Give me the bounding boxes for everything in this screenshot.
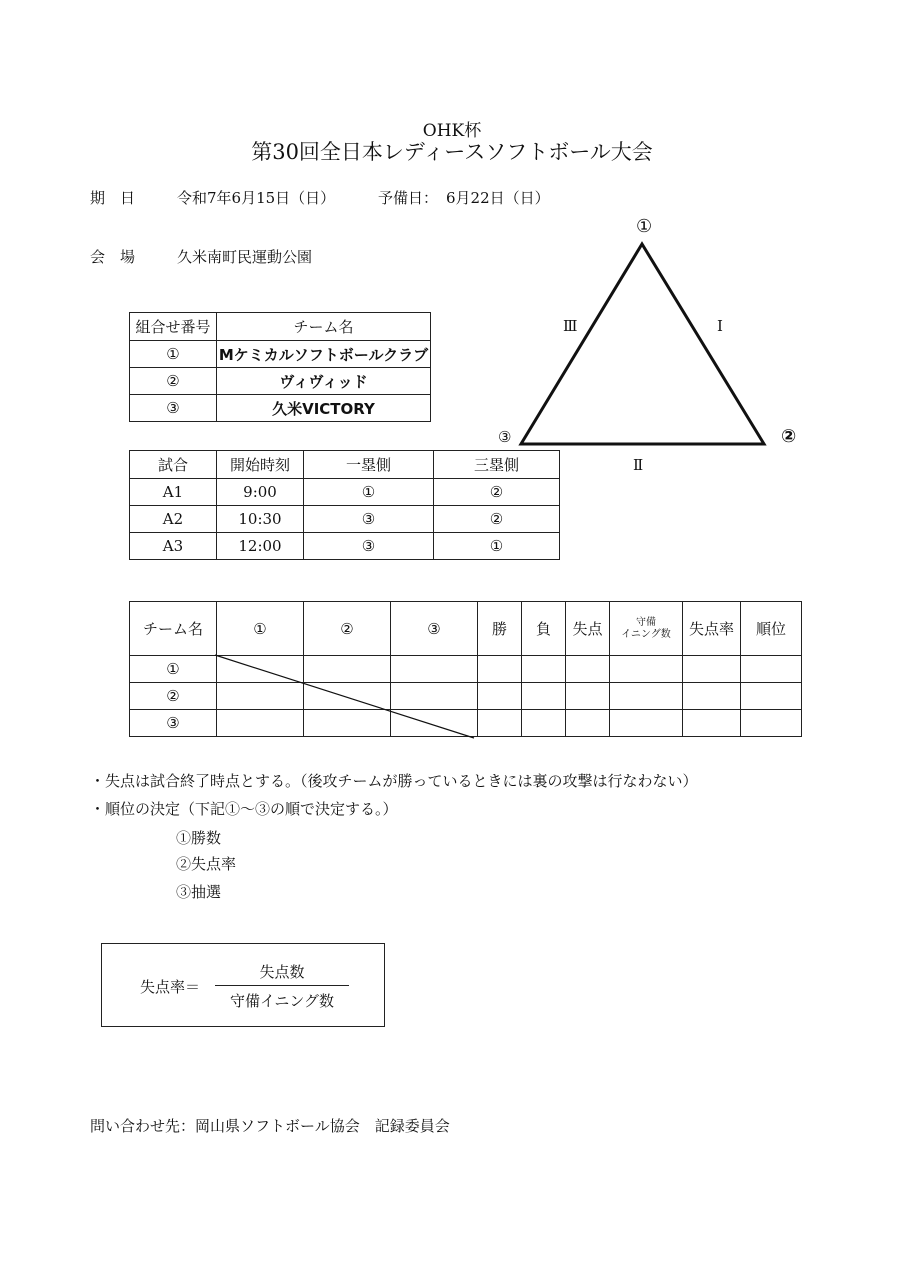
standings-team: ① bbox=[130, 656, 217, 683]
date-value: 令和7年6月15日（日） bbox=[177, 189, 336, 207]
team-no: ② bbox=[130, 368, 217, 395]
game-time: 12:00 bbox=[217, 533, 304, 560]
standings-header-team: チーム名 bbox=[130, 602, 217, 656]
rule-rate: ②失点率 bbox=[176, 855, 237, 873]
teams-header-name: チーム名 bbox=[217, 313, 431, 341]
game-first-side: ① bbox=[304, 479, 434, 506]
standings-team: ③ bbox=[130, 710, 217, 737]
triangle-side-right: Ⅰ bbox=[717, 317, 723, 335]
game-third-side: ① bbox=[434, 533, 560, 560]
games-header-first: 一塁側 bbox=[304, 451, 434, 479]
date-label: 期 日 bbox=[90, 189, 136, 207]
games-header-time: 開始時刻 bbox=[217, 451, 304, 479]
triangle-shape bbox=[521, 244, 764, 444]
standings-header-innings bbox=[610, 602, 683, 656]
rule-lottery: ③抽選 bbox=[176, 883, 222, 901]
triangle-top-label: ① bbox=[636, 216, 653, 237]
game-third-side: ② bbox=[434, 506, 560, 533]
team-no: ③ bbox=[130, 395, 217, 422]
formula-numerator: 失点数 bbox=[259, 963, 305, 981]
team-name: ヴィヴィッド bbox=[217, 368, 431, 395]
innings-header-top: 守備 bbox=[636, 616, 656, 628]
note-ranking: ・順位の決定（下記①～③の順で決定する。） bbox=[90, 800, 398, 818]
team-name: Mケミカルソフトボールクラブ bbox=[217, 341, 431, 368]
game-third-side: ② bbox=[434, 479, 560, 506]
game-first-side: ③ bbox=[304, 506, 434, 533]
table-row bbox=[130, 656, 802, 683]
formula-fraction-line bbox=[215, 985, 349, 986]
game-time: 10:30 bbox=[217, 506, 304, 533]
team-no: ① bbox=[130, 341, 217, 368]
standings-table bbox=[129, 601, 802, 737]
table-row bbox=[130, 710, 802, 737]
innings-header-bottom: イニング数 bbox=[621, 628, 671, 640]
game-time: 9:00 bbox=[217, 479, 304, 506]
game-id: A3 bbox=[130, 533, 217, 560]
standings-team: ② bbox=[130, 683, 217, 710]
games-header-third: 三塁側 bbox=[434, 451, 560, 479]
contact-info: 問い合わせ先：岡山県ソフトボール協会 記録委員会 bbox=[90, 1117, 450, 1135]
standings-header-rank: 順位 bbox=[741, 602, 802, 656]
note-runs: ・失点は試合終了時点とする。（後攻チームが勝っているときには裏の攻撃は行なわない） bbox=[90, 772, 698, 790]
triangle-side-bottom: Ⅱ bbox=[633, 456, 644, 474]
venue-label: 会 場 bbox=[90, 248, 136, 266]
cup-title: OHK杯 bbox=[422, 121, 482, 141]
teams-header-no: 組合せ番号 bbox=[130, 313, 217, 341]
triangle-left-label: ③ bbox=[498, 428, 512, 446]
venue-value: 久米南町民運動公園 bbox=[177, 248, 313, 266]
reserve-value: 6月22日（日） bbox=[446, 189, 550, 207]
table-row bbox=[130, 683, 802, 710]
games-header-game: 試合 bbox=[130, 451, 217, 479]
game-id: A2 bbox=[130, 506, 217, 533]
standings-header-wins: 勝 bbox=[478, 602, 522, 656]
formula-label: 失点率＝ bbox=[140, 978, 201, 996]
standings-header-3: ③ bbox=[391, 602, 478, 656]
standings-header-losses: 負 bbox=[522, 602, 566, 656]
team-name: 久米VICTORY bbox=[217, 395, 431, 422]
standings-header-2: ② bbox=[304, 602, 391, 656]
formula-denominator: 守備イニング数 bbox=[229, 992, 335, 1010]
standings-header-runs-allowed: 失点 bbox=[566, 602, 610, 656]
triangle-right-label: ② bbox=[781, 426, 797, 447]
formula-box bbox=[101, 943, 385, 1027]
rule-wins: ①勝数 bbox=[176, 829, 222, 847]
standings-header-1: ① bbox=[217, 602, 304, 656]
triangle-side-left: Ⅲ bbox=[563, 317, 578, 335]
standings-header-rate: 失点率 bbox=[683, 602, 741, 656]
page-title: 第30回全日本レディースソフトボール大会 bbox=[251, 140, 653, 164]
game-id: A1 bbox=[130, 479, 217, 506]
reserve-label: 予備日： bbox=[378, 189, 439, 207]
game-first-side: ③ bbox=[304, 533, 434, 560]
